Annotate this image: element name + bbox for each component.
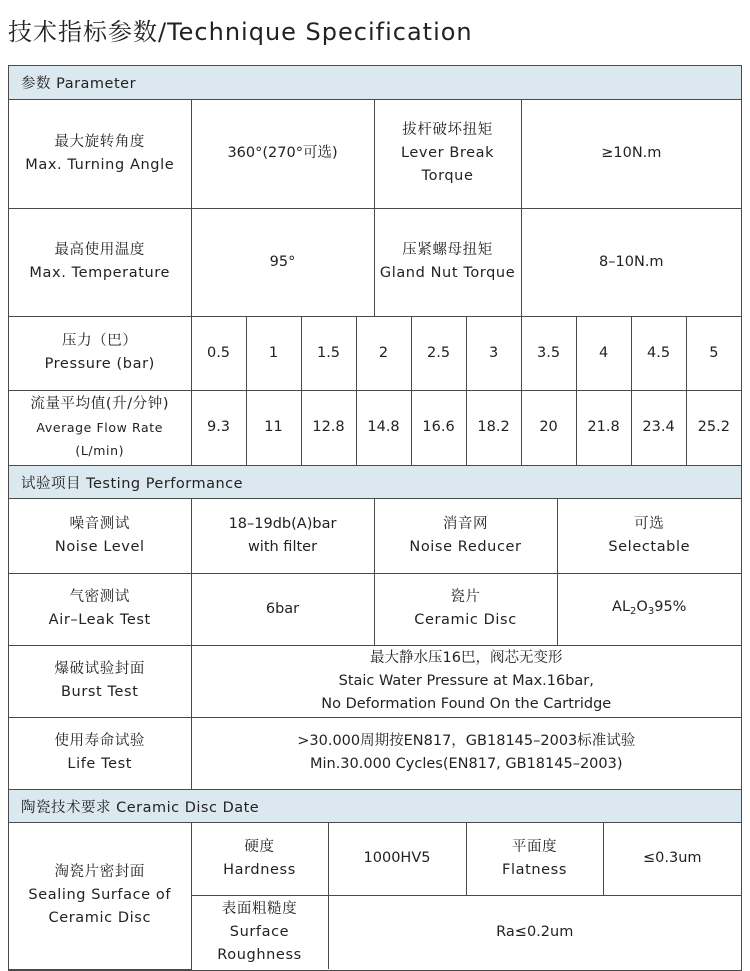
pressure-cell: 5 — [686, 316, 741, 390]
flow-cell: 16.6 — [411, 390, 466, 465]
parameter-table — [9, 100, 741, 465]
flow-cell: 9.3 — [191, 390, 246, 465]
flow-cell: 14.8 — [356, 390, 411, 465]
ceramic-label-flatness: 平面度 Flatness — [466, 823, 603, 895]
ceramic-value-flatness: ≤0.3um — [603, 823, 741, 895]
section-header-ceramic: 陶瓷技术要求 Ceramic Disc Date — [9, 789, 741, 823]
param-label-gland-torque: 压紧螺母扭矩 Gland Nut Torque — [374, 208, 521, 316]
flow-cell: 21.8 — [576, 390, 631, 465]
section-header-parameter: 参数 Parameter — [9, 66, 741, 100]
spec-table — [8, 65, 742, 971]
table-row — [9, 645, 741, 717]
pressure-cell: 3.5 — [521, 316, 576, 390]
pressure-cell: 2.5 — [411, 316, 466, 390]
ceramic-label-sealing: 淘瓷片密封面 Sealing Surface of Ceramic Disc — [9, 823, 191, 969]
table-row-flow — [9, 390, 741, 465]
test-value-disc: $AL_2O_395\%$ — [557, 573, 741, 645]
section-header-testing: 试验项目 Testing Performance — [9, 465, 741, 499]
test-label-life: 使用寿命试验 Life Test — [9, 717, 191, 789]
param-label-max-temp: 最高使用温度 Max. Temperature — [9, 208, 191, 316]
test-value-noise: 18–19db(A)bar with filter — [191, 499, 374, 573]
flow-cell: 11 — [246, 390, 301, 465]
pressure-cell: 1.5 — [301, 316, 356, 390]
table-row-pressure — [9, 316, 741, 390]
pressure-cell: 3 — [466, 316, 521, 390]
param-label-lever-torque: 拔杆破坏扭矩 Lever Break Torque — [374, 100, 521, 208]
flow-cell: 18.2 — [466, 390, 521, 465]
test-label-airleak: 气密测试 Air–Leak Test — [9, 573, 191, 645]
param-value-turning-angle: 360°(270°可选) — [191, 100, 374, 208]
table-row — [9, 100, 741, 208]
param-value-lever-torque: ≥10N.m — [521, 100, 741, 208]
ceramic-value-hardness: 1000HV5 — [328, 823, 466, 895]
flow-cell: 12.8 — [301, 390, 356, 465]
param-label-flow: 流量平均值(升/分钟) Average Flow Rate (L/min) — [9, 390, 191, 465]
table-row — [9, 208, 741, 316]
table-row — [9, 823, 741, 895]
pressure-cell: 1 — [246, 316, 301, 390]
ceramic-label-roughness: 表面粗糙度 Surface Roughness — [191, 895, 328, 969]
test-label-burst: 爆破试验封面 Burst Test — [9, 645, 191, 717]
table-row — [9, 717, 741, 789]
test-value-burst: 最大静水压16巴，阀芯无变形 Staic Water Pressure at Max.16bar, No Deformation Found On the Cartridge — [191, 645, 741, 717]
flow-cell: 20 — [521, 390, 576, 465]
testing-table — [9, 499, 741, 789]
param-value-max-temp: 95° — [191, 208, 374, 316]
test-value-life: >30.000周期按EN817，GB18145–2003标准试验 Min.30.000 Cycles(EN817, GB18145–2003) — [191, 717, 741, 789]
ceramic-table — [9, 823, 741, 970]
test-label-noise: 噪音测试 Noise Level — [9, 499, 191, 573]
ceramic-label-hardness: 硬度 Hardness — [191, 823, 328, 895]
flow-cell: 23.4 — [631, 390, 686, 465]
pressure-cell: 0.5 — [191, 316, 246, 390]
test-label-reducer: 消音网 Noise Reducer — [374, 499, 557, 573]
test-label-disc: 瓷片 Ceramic Disc — [374, 573, 557, 645]
pressure-cell: 2 — [356, 316, 411, 390]
param-label-turning-angle: 最大旋转角度 Max. Turning Angle — [9, 100, 191, 208]
param-label-pressure: 压力（巴） Pressure (bar) — [9, 316, 191, 390]
flow-cell: 25.2 — [686, 390, 741, 465]
page-title: 技术指标参数/Technique Specification — [8, 18, 473, 46]
pressure-cell: 4.5 — [631, 316, 686, 390]
table-row — [9, 499, 741, 573]
test-value-reducer: 可选 Selectable — [557, 499, 741, 573]
pressure-cell: 4 — [576, 316, 631, 390]
table-row — [9, 573, 741, 645]
test-value-airleak: 6bar — [191, 573, 374, 645]
param-value-gland-torque: 8–10N.m — [521, 208, 741, 316]
ceramic-value-roughness: Ra≤0.2um — [328, 895, 741, 969]
